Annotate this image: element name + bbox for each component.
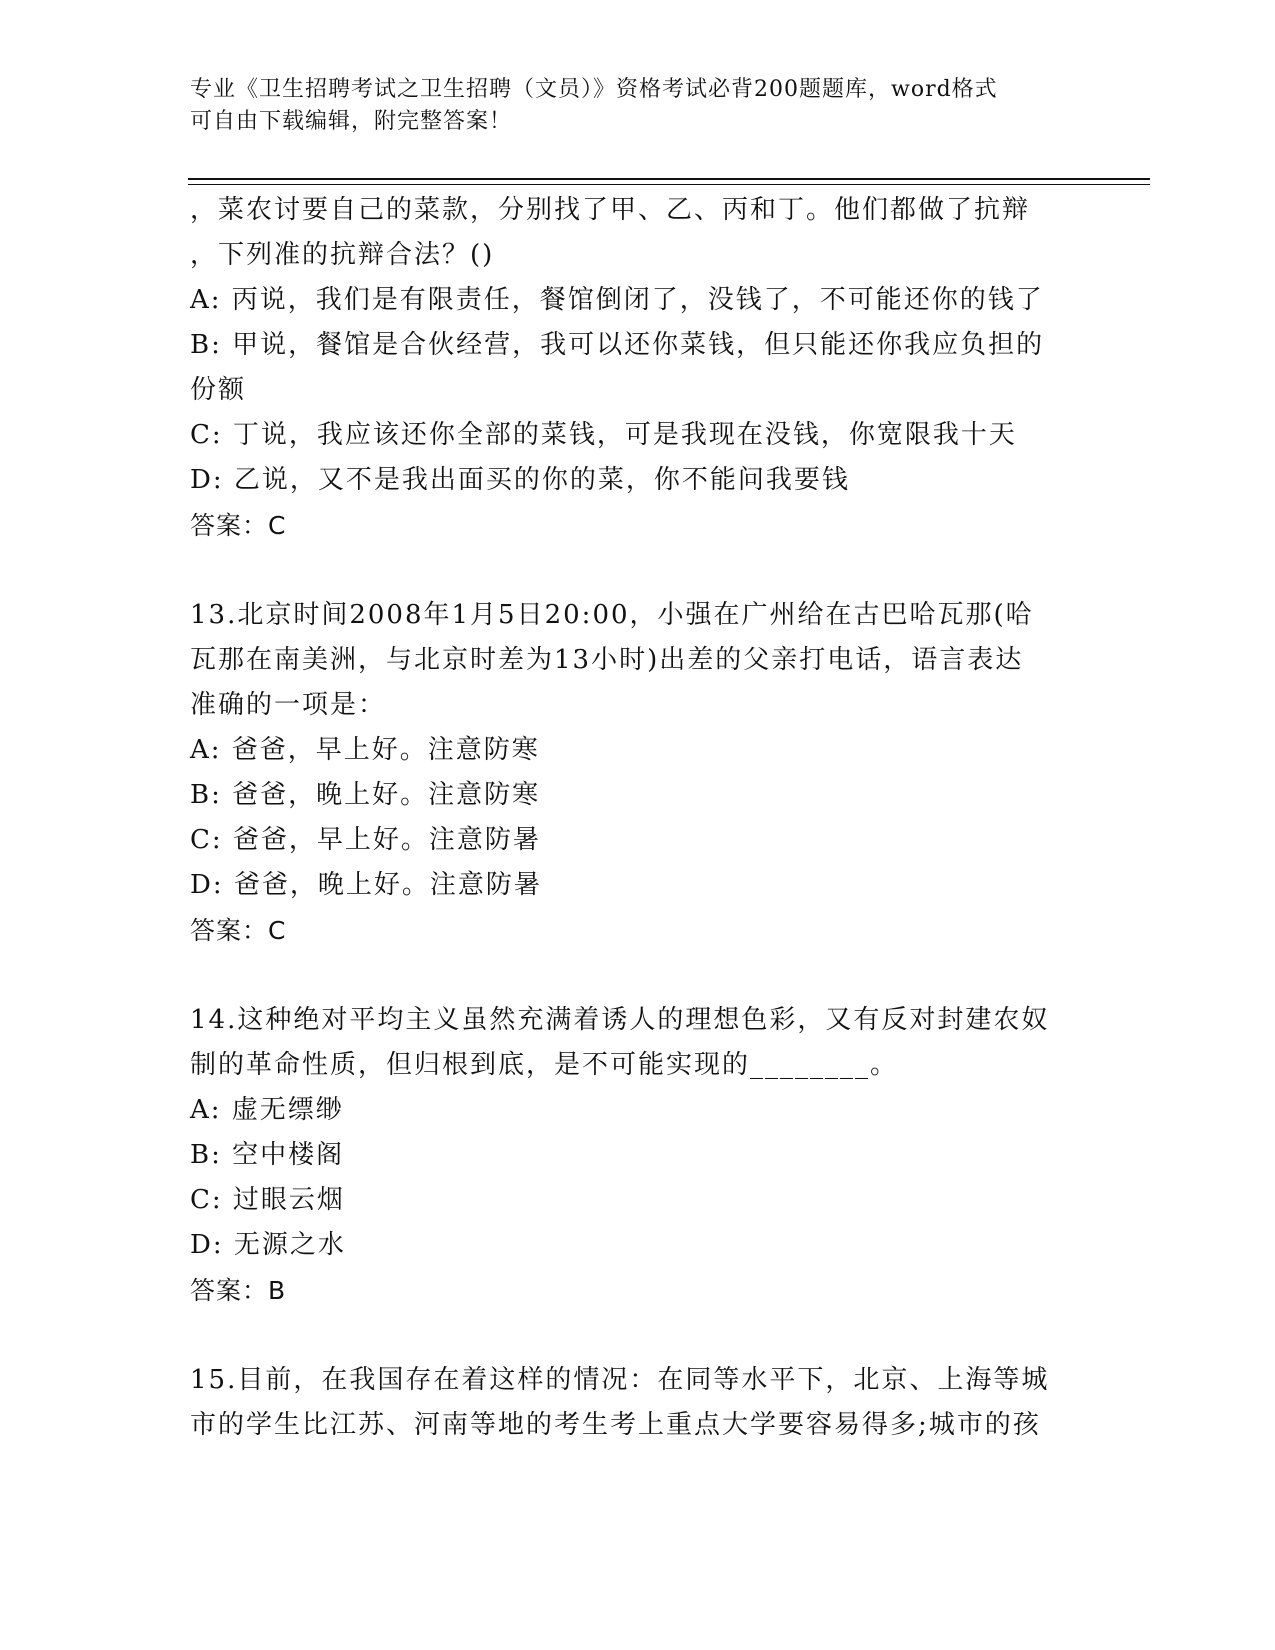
- header-divider-thick: [188, 178, 1150, 180]
- header-line-1: 专业《卫生招聘考试之卫生招聘（文员）》资格考试必背200题题库，word格式: [190, 77, 998, 102]
- question-14-text-line-1: 14.这种绝对平均主义虽然充满着诱人的理想色彩，又有反对封建农奴: [190, 1005, 1050, 1035]
- question-12-option-c: C: 丁说，我应该还你全部的菜钱，可是我现在没钱，你宽限我十天: [190, 420, 1017, 450]
- document-body: [190, 188, 1090, 1448]
- question-15-text-line-2: 市的学生比江苏、河南等地的考生考上重点大学要容易得多;城市的孩: [190, 1410, 1041, 1440]
- question-13-option-c: C: 爸爸，早上好。注意防暑: [190, 825, 541, 855]
- question-15: [190, 1358, 1090, 1448]
- question-14-text-line-2: 制的革命性质，但归根到底，是不可能实现的________。: [190, 1050, 899, 1080]
- question-12: [190, 188, 1090, 548]
- question-14-option-d: D: 无源之水: [190, 1230, 346, 1260]
- header-divider-thin: [188, 184, 1150, 185]
- question-12-text-line-2: ，下列准的抗辩合法？(): [190, 240, 495, 270]
- question-13-answer: 答案：C: [190, 916, 287, 945]
- question-13-option-b: B: 爸爸，晚上好。注意防寒: [190, 780, 541, 810]
- document-header: [190, 74, 1070, 138]
- question-12-text-line-1: ，菜农讨要自己的菜款，分别找了甲、乙、丙和丁。他们都做了抗辩: [190, 195, 1031, 225]
- question-13-text-line-2: 瓦那在南美洲，与北京时差为13小时)出差的父亲打电话，语言表达: [190, 645, 1024, 675]
- question-12-option-b-line-1: B: 甲说，餐馆是合伙经营，我可以还你菜钱，但只能还你我应负担的: [190, 330, 1045, 360]
- question-13-text-line-3: 准确的一项是：: [190, 690, 387, 720]
- question-12-option-b-line-2: 份额: [190, 375, 247, 405]
- question-14-option-a: A: 虚无缥缈: [190, 1095, 344, 1125]
- question-15-text-line-1: 15.目前，在我国存在着这样的情况：在同等水平下，北京、上海等城: [190, 1365, 1050, 1395]
- question-14-option-b: B: 空中楼阁: [190, 1140, 345, 1170]
- question-12-option-d: D: 乙说，又不是我出面买的你的菜，你不能问我要钱: [190, 465, 850, 495]
- header-line-2: 可自由下载编辑，附完整答案！: [190, 109, 513, 134]
- question-12-answer: 答案：C: [190, 511, 287, 540]
- question-14-option-c: C: 过眼云烟: [190, 1185, 345, 1215]
- question-13-option-d: D: 爸爸，晚上好。注意防暑: [190, 870, 542, 900]
- question-12-option-a: A: 丙说，我们是有限责任，餐馆倒闭了，没钱了，不可能还你的钱了: [190, 285, 1044, 315]
- spacer: [190, 1313, 1090, 1358]
- question-14-answer: 答案：B: [190, 1276, 287, 1305]
- question-13-option-a: A: 爸爸，早上好。注意防寒: [190, 735, 540, 765]
- spacer: [190, 953, 1090, 998]
- question-13: [190, 593, 1090, 953]
- question-13-text-line-1: 13.北京时间2008年1月5日20:00，小强在广州给在古巴哈瓦那(哈: [190, 600, 1034, 630]
- question-14: [190, 998, 1090, 1313]
- spacer: [190, 548, 1090, 593]
